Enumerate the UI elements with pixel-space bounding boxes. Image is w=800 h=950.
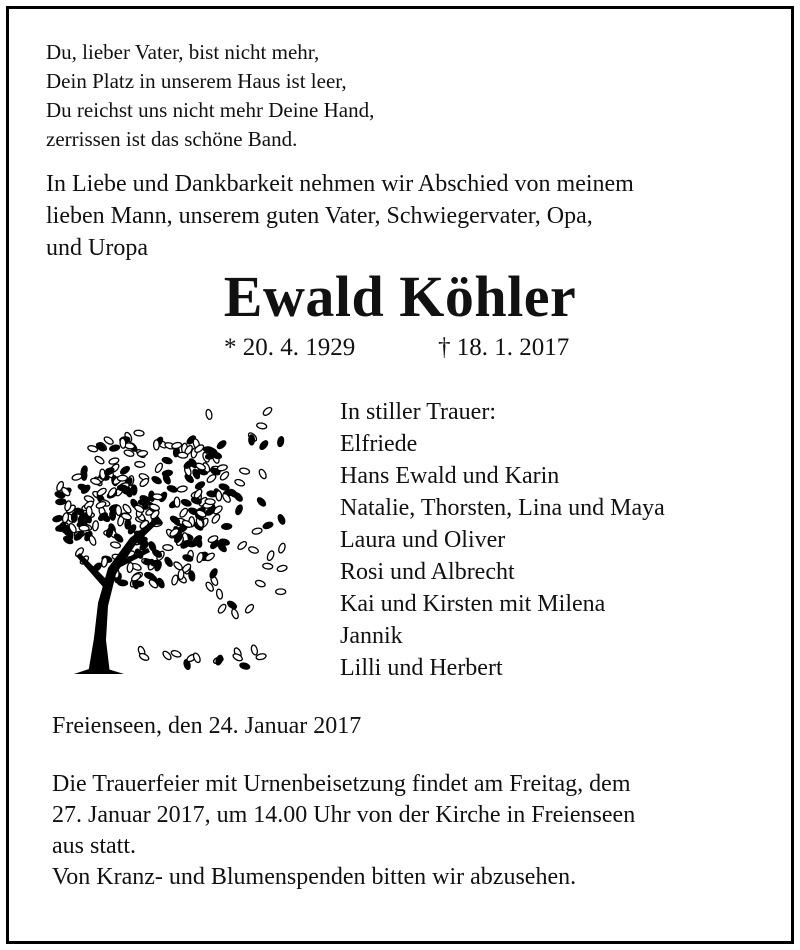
mourner-name: Jannik (340, 623, 403, 649)
leaf (92, 520, 99, 531)
leaf (117, 580, 127, 586)
leaf (142, 499, 148, 509)
leaf (96, 487, 107, 497)
leaf (222, 524, 232, 530)
leaf (52, 515, 63, 523)
leaf (262, 521, 273, 530)
leaf (237, 540, 248, 551)
funeral-line: Von Kranz- und Blumenspenden bitten wir abzusehen. (52, 864, 577, 890)
leaf (262, 563, 273, 570)
leaf (151, 560, 161, 566)
leaf (209, 568, 219, 579)
leaf (178, 569, 184, 579)
mourners-list (340, 396, 665, 684)
intro-line: und Uropa (46, 235, 148, 261)
mourners-heading: In stiller Trauer: (340, 399, 496, 425)
leaf (86, 506, 92, 516)
leaf (151, 548, 162, 558)
leaf (171, 442, 182, 450)
leaf (277, 542, 286, 553)
poem-line: Du, lieber Vater, bist nicht mehr, (46, 40, 320, 64)
leaf (170, 649, 181, 658)
leaf (134, 430, 145, 437)
leaf (177, 485, 188, 493)
leaf (171, 574, 179, 585)
death-date: † 18. 1. 2017 (438, 334, 570, 361)
mourner-name: Lilli und Herbert (340, 655, 503, 681)
leaf (233, 491, 244, 502)
leaf (152, 494, 162, 500)
leaf (162, 469, 173, 476)
leaf (163, 544, 173, 550)
leaf (205, 409, 213, 420)
leaf (258, 468, 268, 479)
leaf (169, 515, 180, 525)
intro-line: In Liebe und Dankbarkeit nehmen wir Abschied von meinem (46, 171, 634, 197)
poem-line: Dein Platz in unserem Haus ist leer, (46, 69, 347, 93)
leaf (239, 467, 250, 475)
leaf (127, 562, 134, 573)
leaf (235, 504, 244, 515)
leaf (216, 589, 224, 600)
leaf (244, 603, 255, 614)
leaf (218, 483, 229, 491)
leaf (234, 478, 245, 487)
leaf (167, 485, 178, 494)
leaf (248, 546, 259, 555)
leaf (137, 450, 148, 457)
leaf (115, 505, 122, 516)
leaf (174, 497, 180, 507)
leaf (79, 525, 89, 531)
leaf (183, 459, 194, 469)
leaf (211, 513, 221, 524)
funeral-line: Die Trauerfeier mit Urnenbeisetzung findet am Freitag, dem (52, 771, 631, 797)
mourner-name: Kai und Kirsten mit Milena (340, 591, 606, 617)
poem (46, 38, 374, 154)
leaf (117, 485, 127, 491)
intro-text (46, 168, 746, 264)
leaf (216, 439, 227, 450)
poem-line: Du reichst uns nicht mehr Deine Hand, (46, 98, 375, 122)
leaf (120, 438, 126, 448)
leaf (205, 499, 215, 505)
leaf (151, 475, 162, 485)
mourner-name: Natalie, Thorsten, Lina und Maya (340, 495, 665, 521)
funeral-details (52, 769, 752, 893)
leaf (164, 556, 174, 567)
leaf (256, 422, 267, 429)
leaf (249, 435, 255, 445)
leaf (217, 603, 227, 614)
deceased-name: Ewald Köhler (223, 264, 577, 329)
place-date: Freienseen, den 24. Januar 2017 (52, 713, 362, 739)
leaf (258, 439, 269, 450)
mourner-name: Elfriede (340, 431, 418, 457)
mourner-name: Rosi und Albrecht (340, 559, 515, 585)
leaf (250, 644, 258, 655)
leaf (109, 444, 120, 452)
leaf (256, 496, 267, 507)
leaf (162, 650, 173, 661)
leaf (177, 452, 187, 458)
leaf (216, 491, 222, 501)
leaf (154, 462, 164, 473)
mourner-name: Hans Ewald und Karin (340, 463, 560, 489)
poem-line: zerrissen ist das schöne Band. (46, 127, 298, 151)
leaf (266, 550, 275, 561)
leaf (117, 475, 127, 481)
leaf (252, 527, 263, 535)
leaf (88, 535, 97, 546)
leaf (95, 500, 106, 509)
leaf (239, 662, 250, 670)
funeral-line: aus statt. (52, 833, 136, 859)
leaf (107, 487, 118, 498)
leaf (255, 579, 266, 588)
leaf (277, 514, 286, 525)
leaf (144, 571, 155, 580)
leaf (181, 498, 192, 507)
leaf (215, 654, 224, 665)
mourner-name: Laura und Oliver (340, 527, 506, 553)
leaf (162, 457, 173, 465)
leaf (154, 440, 160, 450)
leaf (178, 507, 188, 518)
leaf (138, 652, 149, 662)
intro-line: lieben Mann, unserem guten Vater, Schwiegervater, Opa, (46, 203, 593, 229)
leaf (217, 464, 228, 472)
leaf (277, 436, 285, 447)
leaf (276, 589, 286, 595)
leaf (119, 465, 130, 475)
leaf (192, 652, 201, 663)
funeral-line: 27. Januar 2017, um 14.00 Uhr von der Kirche in Freienseen (52, 802, 636, 828)
leaf (94, 455, 105, 465)
leaf (196, 552, 204, 563)
leaf (277, 564, 288, 572)
leaf (230, 608, 239, 619)
birth-date: * 20. 4. 1929 (224, 334, 356, 361)
leaf (135, 461, 145, 467)
leaf (71, 512, 77, 522)
windblown-tree-icon (38, 388, 288, 678)
leaf (56, 498, 67, 505)
leaf (226, 600, 237, 610)
leaf (262, 406, 273, 417)
